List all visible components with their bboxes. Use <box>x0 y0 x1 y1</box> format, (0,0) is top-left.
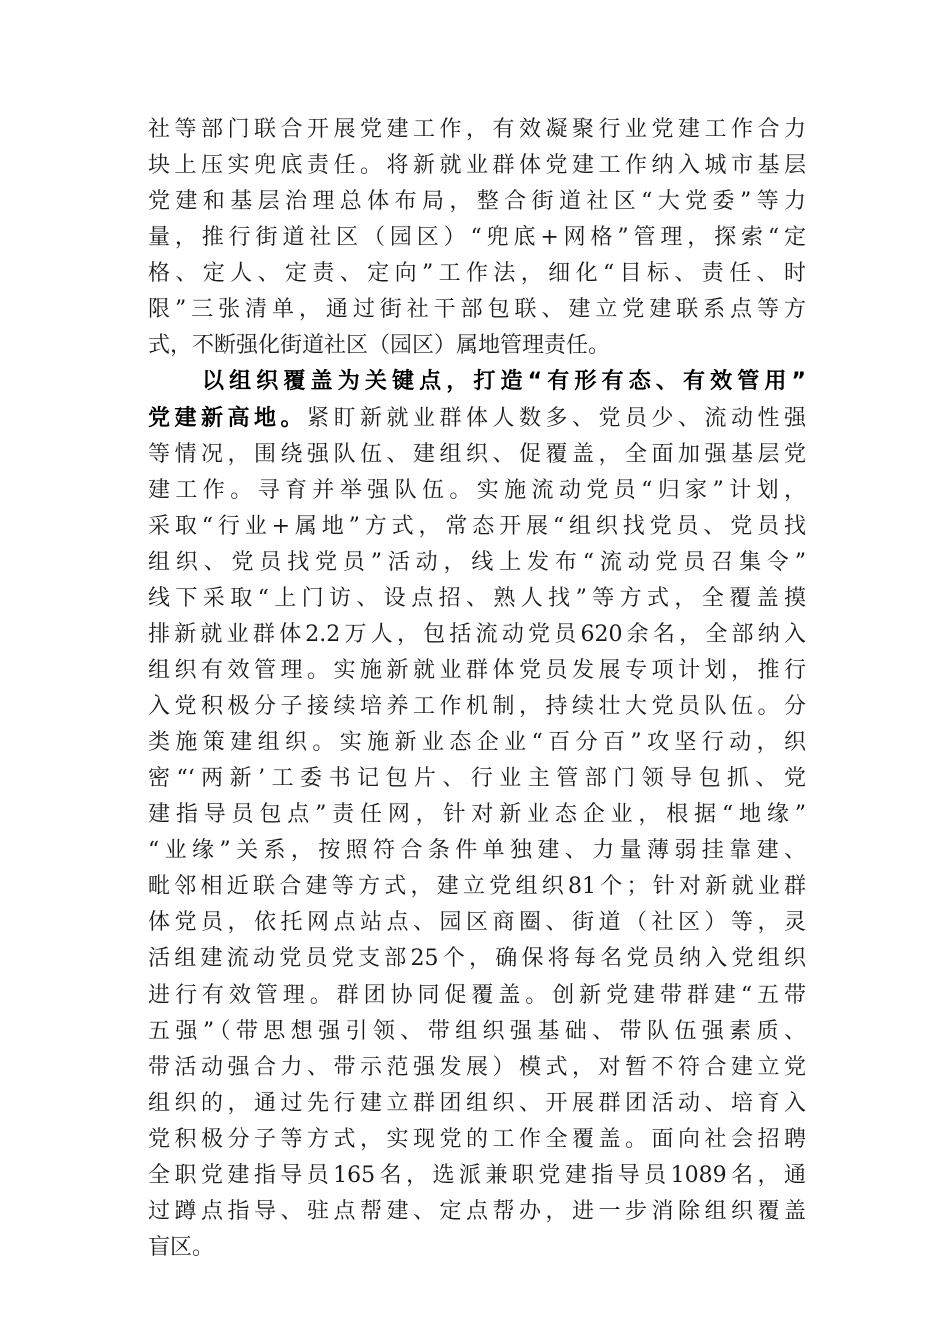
body-text-line: 量，推行街道社区（园区）“兜底+网格”管理，探索“定 <box>148 225 806 251</box>
body-text-line: 建指导员包点”责任网，针对新业态企业，根据“地缘” <box>148 802 806 828</box>
body-text-run: 紧盯新就业群体人数多、党员少、流动性强 <box>307 405 806 431</box>
section-heading-tail: 党建新高地。 <box>148 405 307 431</box>
body-text-line: 类施策建组织。实施新业态企业“百分百”攻坚行动，织 <box>148 730 806 756</box>
body-text-line: 盲区。 <box>148 1235 215 1260</box>
body-text-line: 带活动强合力、带示范强发展）模式，对暂不符合建立党 <box>148 1054 806 1080</box>
body-text-line: 五强”（带思想强引领、带组织强基础、带队伍强素质、 <box>148 1018 806 1044</box>
body-text-line: 限”三张清单，通过街社干部包联、建立党建联系点等方 <box>148 297 806 323</box>
body-text-line: 进行有效管理。群团协同促覆盖。创新党建带群建“五带 <box>148 982 806 1008</box>
body-text-line: 活组建流动党员党支部25个，确保将每名党员纳入党组织 <box>148 946 806 972</box>
body-text-line: 组织的，通过先行建立群团组织、开展群团活动、培育入 <box>148 1090 806 1116</box>
body-text-line: 党积极分子等方式，实现党的工作全覆盖。面向社会招聘 <box>148 1126 806 1152</box>
body-text-line: 式，不断强化街道社区（园区）属地管理责任。 <box>148 333 611 359</box>
body-text-line: 线下采取“上门访、设点招、熟人找”等方式，全覆盖摸 <box>148 585 806 611</box>
body-text-line: 体党员，依托网点站点、园区商圈、街道（社区）等，灵 <box>148 910 806 936</box>
body-text-line: 采取“行业+属地”方式，常态开展“组织找党员、党员找 <box>148 513 806 539</box>
body-text-line: 全职党建指导员165名，选派兼职党建指导员1089名，通 <box>148 1162 806 1188</box>
body-text-line: “业缘”关系，按照符合条件单独建、力量薄弱挂靠建、 <box>148 838 806 864</box>
body-text-line: 排新就业群体2.2万人，包括流动党员620余名，全部纳入 <box>148 621 806 647</box>
body-text-line: 社等部门联合开展党建工作，有效凝聚行业党建工作合力 <box>148 117 806 142</box>
body-text-line: 密“‘两新’工委书记包片、行业主管部门领导包抓、党 <box>148 766 806 792</box>
body-text-line: 过蹲点指导、驻点帮建、定点帮办，进一步消除组织覆盖 <box>148 1198 806 1224</box>
body-text-line: 组织、党员找党员”活动，线上发布“流动党员召集令” <box>148 549 806 575</box>
body-text-line: 格、定人、定责、定向”工作法，细化“目标、责任、时 <box>148 261 806 287</box>
body-text-line: 等情况，围绕强队伍、建组织、促覆盖，全面加强基层党 <box>148 441 806 467</box>
body-text-line: 建工作。寻育并举强队伍。实施流动党员“归家”计划， <box>148 477 806 503</box>
section-heading: 以组织覆盖为关键点，打造“有形有态、有效管用” <box>202 369 806 395</box>
body-text-line: 块上压实兜底责任。将新就业群体党建工作纳入城市基层 <box>148 153 806 179</box>
body-text-line: 入党积极分子接续培养工作机制，持续壮大党员队伍。分 <box>148 694 806 720</box>
body-text-line: 毗邻相近联合建等方式，建立党组织81个；针对新就业群 <box>148 874 806 900</box>
heading-continuation-line <box>148 401 806 437</box>
body-text-line: 党建和基层治理总体布局，整合街道社区“大党委”等力 <box>148 189 806 215</box>
body-text-line: 组织有效管理。实施新就业群体党员发展专项计划，推行 <box>148 657 806 683</box>
